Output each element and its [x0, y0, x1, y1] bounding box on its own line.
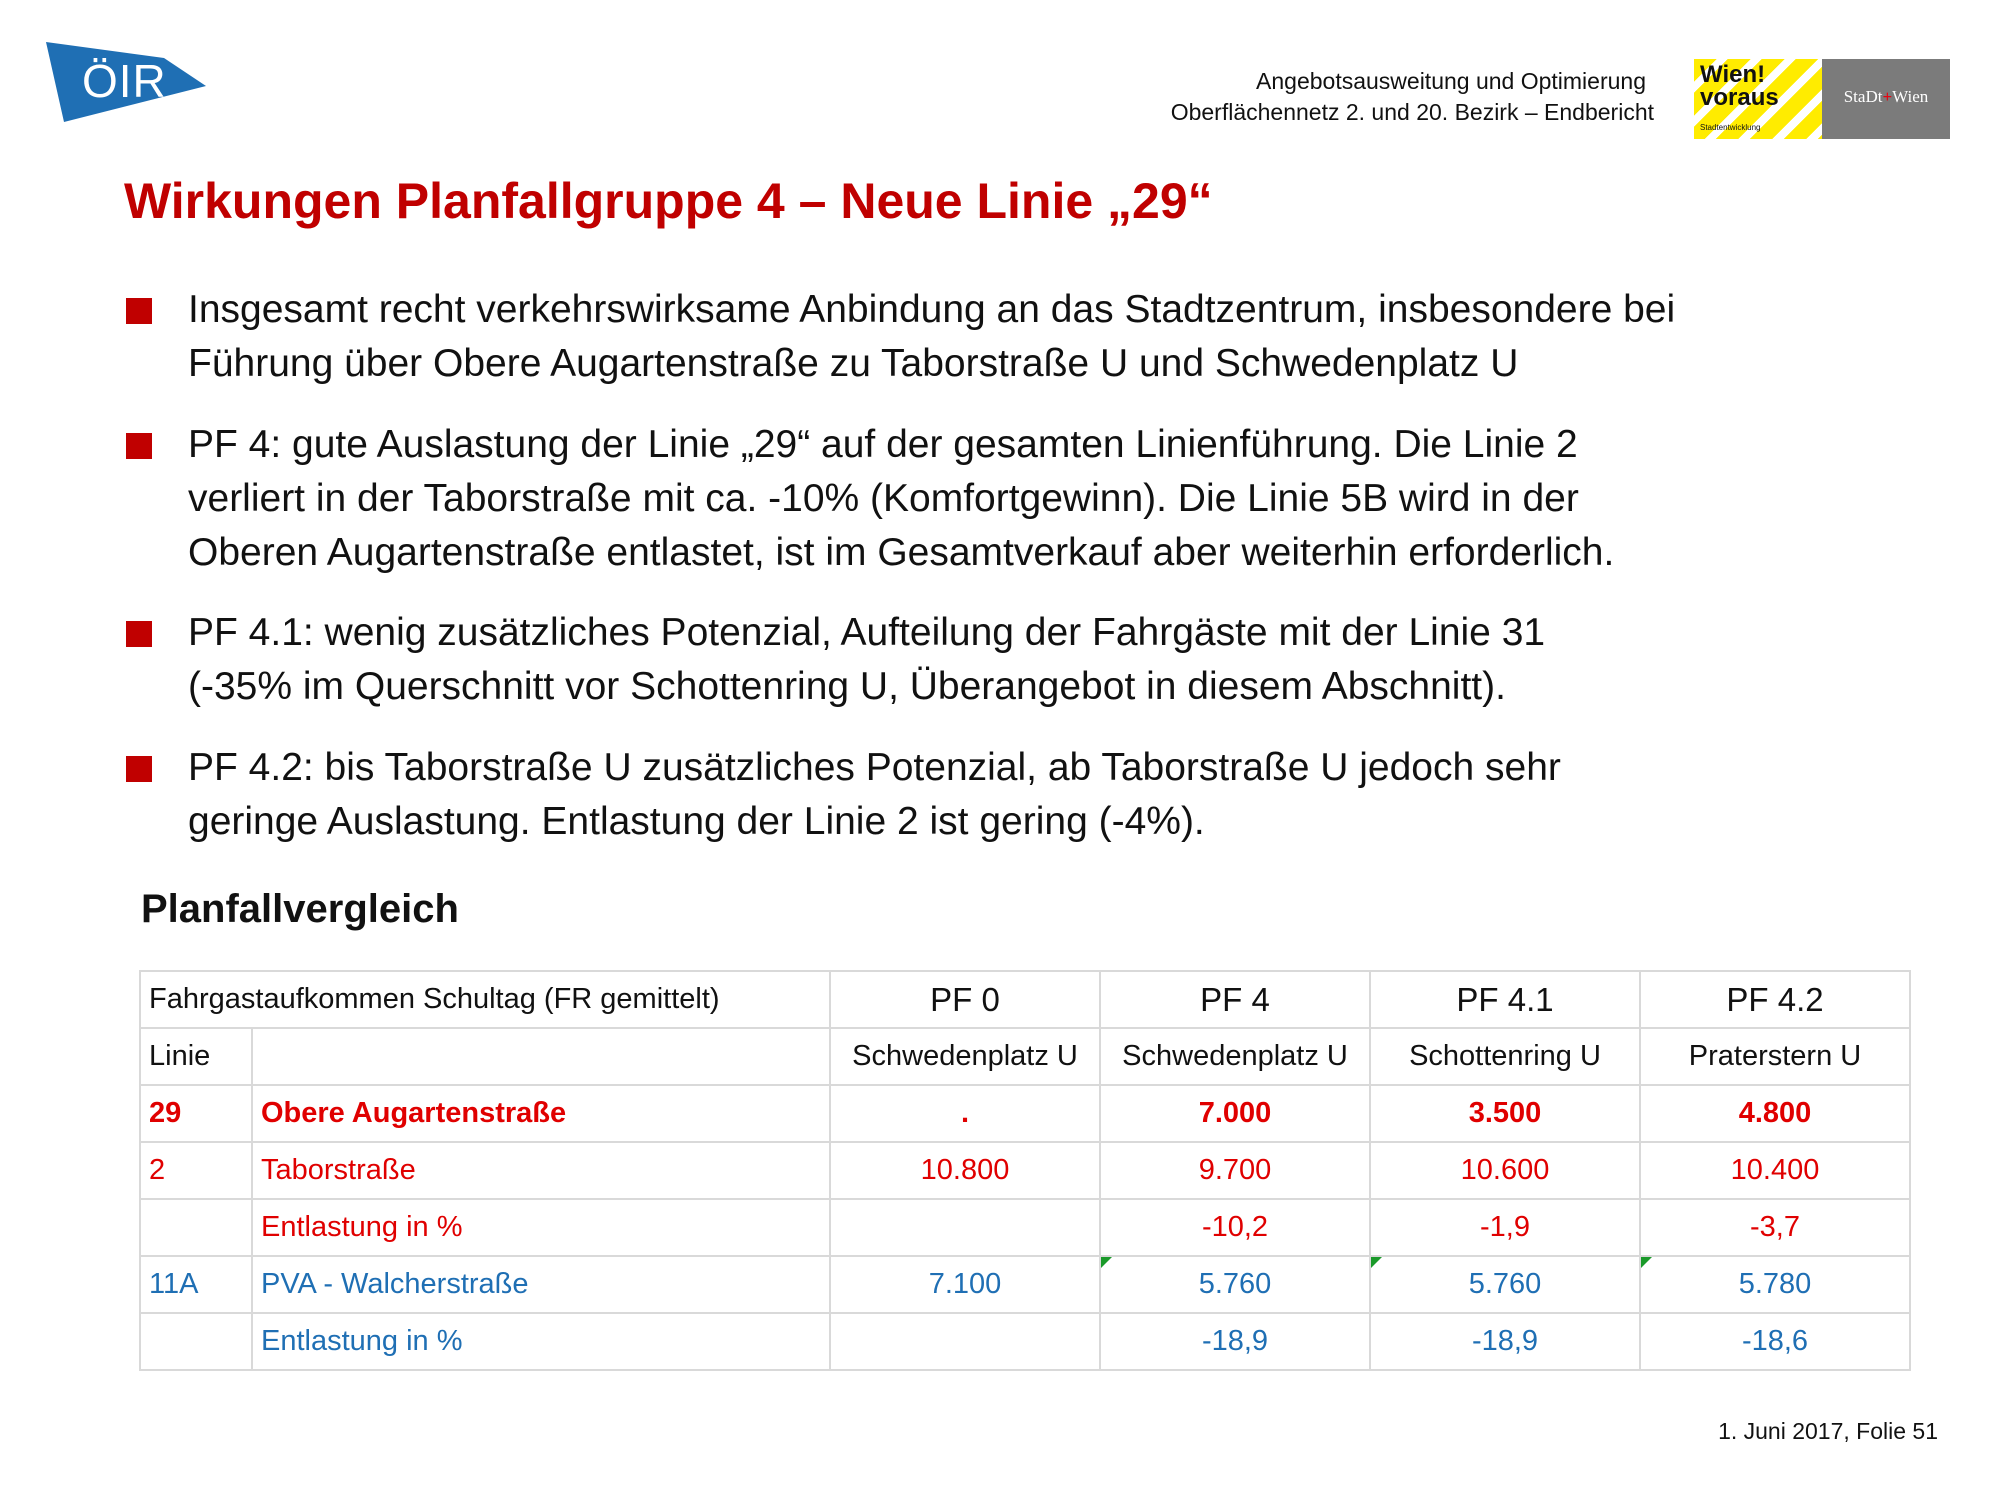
row-value: -10,2 [1100, 1199, 1370, 1256]
column-header-linie: Linie [140, 1028, 252, 1085]
bullet-line: verliert in der Taborstraße mit ca. -10% (Komfortgewinn). Die Linie 5B wird in der [188, 477, 1579, 520]
column-header-pf0: PF 0 [830, 971, 1100, 1028]
row-name: Obere Augartenstraße [252, 1085, 830, 1142]
bullet-line: Oberen Augartenstraße entlastet, ist im Gesamtverkauf aber weiterhin erforderlich. [188, 531, 1615, 574]
row-value: -18,9 [1100, 1313, 1370, 1370]
bullet-line: PF 4: gute Auslastung der Linie „29“ auf der gesamten Linienführung. Die Linie 2 [188, 423, 1578, 466]
row-name: PVA - Walcherstraße [252, 1256, 830, 1313]
stadt-logo-right: Wien [1892, 87, 1929, 106]
row-value: 9.700 [1100, 1142, 1370, 1199]
bullet-text [188, 606, 1988, 714]
row-value: -18,6 [1640, 1313, 1910, 1370]
bullet-line: Führung über Obere Augartenstraße zu Taborstraße U und Schwedenplatz U [188, 342, 1519, 385]
row-value: -1,9 [1370, 1199, 1640, 1256]
bullet-text [188, 283, 1988, 391]
row-value: 7.100 [830, 1256, 1100, 1313]
bullet-square-icon [126, 433, 152, 459]
column-subheader: Schwedenplatz U [1100, 1028, 1370, 1085]
oir-logo-text: ÖIR [82, 55, 167, 107]
table-heading: Planfallvergleich [141, 887, 459, 931]
table-header-row [140, 971, 1910, 1028]
row-value: 10.400 [1640, 1142, 1910, 1199]
bullet-line: (-35% im Querschnitt vor Schottenring U, Überangebot in diesem Abschnitt). [188, 665, 1506, 708]
row-name: Taborstraße [252, 1142, 830, 1199]
wien-logo-line1: Wien! [1700, 61, 1766, 88]
table-row [140, 1313, 1910, 1370]
stadt-wien-logo [1822, 59, 1950, 139]
plan-comparison-table [139, 970, 1911, 1371]
table-row [140, 1199, 1910, 1256]
bullet-square-icon [126, 298, 152, 324]
row-value [830, 1313, 1100, 1370]
page-title: Wirkungen Planfallgruppe 4 – Neue Linie „29“ [124, 173, 1213, 229]
table-cell [252, 1028, 830, 1085]
wien-voraus-logo [1694, 59, 1822, 139]
row-value: 5.760 [1100, 1256, 1370, 1313]
table-subheader-row [140, 1028, 1910, 1085]
row-value: 10.600 [1370, 1142, 1640, 1199]
row-name: Entlastung in % [252, 1313, 830, 1370]
row-value: 7.000 [1100, 1085, 1370, 1142]
row-value: -3,7 [1640, 1199, 1910, 1256]
column-header-pf4: PF 4 [1100, 971, 1370, 1028]
row-value: 10.800 [830, 1142, 1100, 1199]
row-value: 4.800 [1640, 1085, 1910, 1142]
stadt-wien-logo-text [1822, 87, 1950, 107]
report-title-line2: Oberflächennetz 2. und 20. Bezirk – Endbericht [1170, 99, 1654, 125]
row-value: 5.760 [1370, 1256, 1640, 1313]
row-value: . [830, 1085, 1100, 1142]
row-linie [140, 1313, 252, 1370]
stadt-logo-plus: + [1882, 87, 1893, 106]
row-linie: 2 [140, 1142, 252, 1199]
column-header-pf4-1: PF 4.1 [1370, 971, 1640, 1028]
column-subheader: Schwedenplatz U [830, 1028, 1100, 1085]
row-value: 3.500 [1370, 1085, 1640, 1142]
footer-date-slide: 1. Juni 2017, Folie 51 [1718, 1418, 1938, 1444]
bullet-line: geringe Auslastung. Entlastung der Linie 2 ist gering (-4%). [188, 800, 1205, 843]
report-title-line1: Angebotsausweitung und Optimierung [1256, 68, 1646, 94]
column-header-pf4-2: PF 4.2 [1640, 971, 1910, 1028]
wien-logo-line2: voraus [1700, 84, 1779, 111]
table-row [140, 1256, 1910, 1313]
row-linie: 29 [140, 1085, 252, 1142]
bullet-text [188, 418, 1988, 580]
table-row [140, 1085, 1910, 1142]
bullet-line: PF 4.2: bis Taborstraße U zusätzliches Potenzial, ab Taborstraße U jedoch sehr [188, 746, 1561, 789]
bullet-square-icon [126, 621, 152, 647]
bullet-text [188, 741, 1988, 849]
row-value: 5.780 [1640, 1256, 1910, 1313]
row-linie [140, 1199, 252, 1256]
row-value [830, 1199, 1100, 1256]
column-subheader: Schottenring U [1370, 1028, 1640, 1085]
row-name: Entlastung in % [252, 1199, 830, 1256]
row-value: -18,9 [1370, 1313, 1640, 1370]
bullet-square-icon [126, 756, 152, 782]
table-header-label: Fahrgastaufkommen Schultag (FR gemittelt) [140, 971, 830, 1028]
bullet-line: Insgesamt recht verkehrswirksame Anbindung an das Stadtzentrum, insbesondere bei [188, 288, 1676, 331]
column-subheader: Praterstern U [1640, 1028, 1910, 1085]
row-linie: 11A [140, 1256, 252, 1313]
bullet-line: PF 4.1: wenig zusätzliches Potenzial, Aufteilung der Fahrgäste mit der Linie 31 [188, 611, 1546, 654]
wien-logo-line3: Stadtentwicklung [1700, 123, 1761, 132]
table-row [140, 1142, 1910, 1199]
stadt-logo-left: StaDt [1843, 87, 1883, 106]
